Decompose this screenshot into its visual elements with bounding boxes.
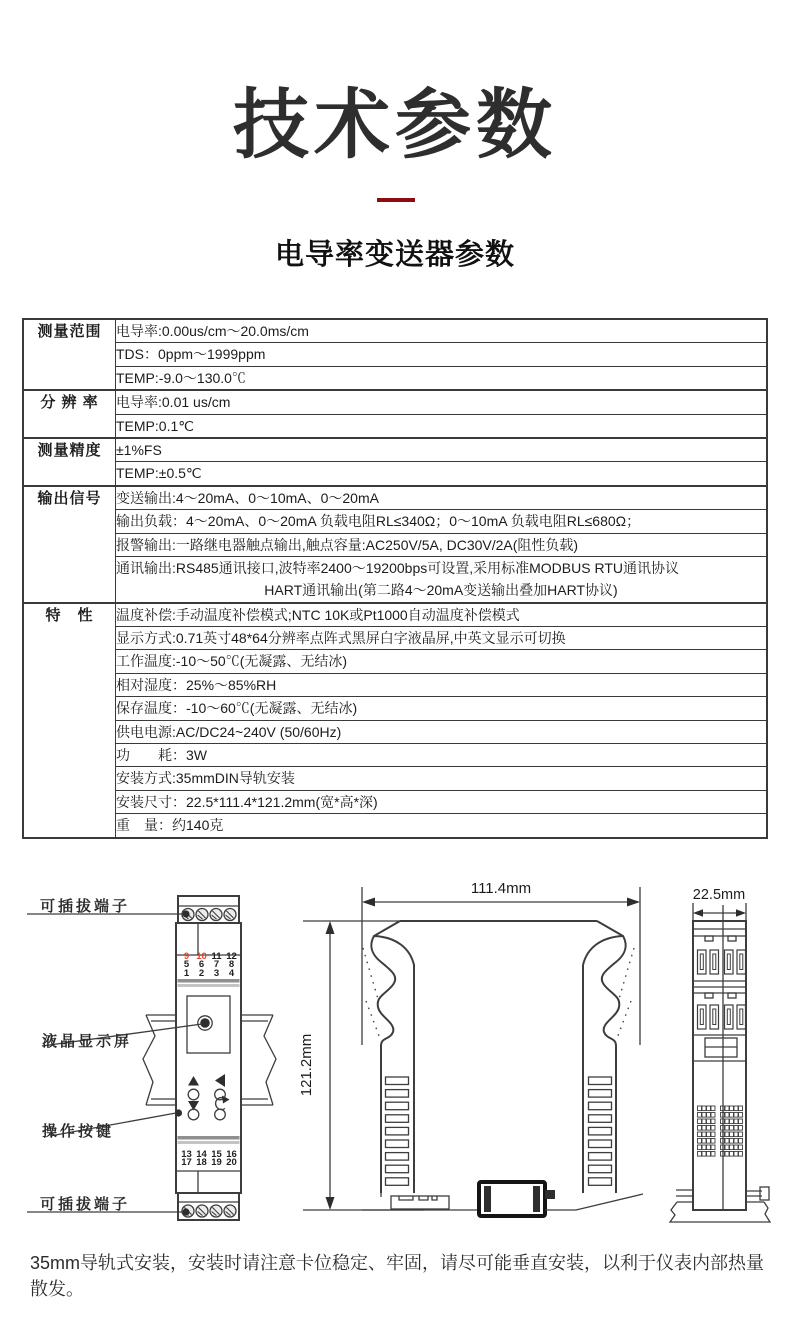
- end-terminal-screws: [698, 950, 746, 1029]
- install-note: 35mm导轨式安装，安装时请注意卡位稳定、牢固，请尽可能垂直安装，以利于仪表内部热量散发。: [30, 1253, 765, 1299]
- din-rail-right: [241, 1015, 276, 1105]
- spec-value-cell: TDS：0ppm～1999ppm: [116, 343, 768, 366]
- spec-value-cell: 供电电源:AC/DC24~240V (50/60Hz): [116, 720, 768, 743]
- din-rail-section: [670, 1202, 770, 1222]
- spec-value-cell: 温度补偿:手动温度补偿模式;NTC 10K或Pt1000自动温度补偿模式: [116, 603, 768, 627]
- spec-group-label: 输出信号: [23, 486, 116, 603]
- side-view-drawing: [298, 880, 643, 1216]
- left-arrow-icon: [215, 1074, 225, 1087]
- terminal-number: 20: [226, 1157, 237, 1169]
- label-terminal-bottom: 可插拔端子: [40, 1196, 131, 1213]
- terminal-screws-top: [182, 909, 236, 921]
- terminal-number: 15: [211, 1149, 222, 1160]
- spec-value-cell: TEMP:-9.0～130.0℃: [116, 366, 768, 390]
- label-terminal-top: 可插拔端子: [40, 898, 131, 915]
- spec-value-cell: 重 量：约140克: [116, 814, 768, 838]
- spec-value-cell: 电导率:0.01 us/cm: [116, 390, 768, 414]
- terminal-number: 19: [211, 1157, 222, 1169]
- terminal-number: 2: [198, 967, 205, 979]
- down-button: [188, 1109, 199, 1120]
- up-arrow-icon: [188, 1076, 199, 1086]
- terminal-number: 8: [228, 959, 235, 971]
- terminal-number: 16: [226, 1149, 237, 1160]
- terminal-number: 10: [196, 951, 207, 962]
- terminal-number: 11: [211, 951, 222, 962]
- terminal-number: 14: [196, 1149, 207, 1160]
- spec-value-cell: 保存温度：-10～60℃(无凝露、无结冰): [116, 697, 768, 720]
- terminal-screws-bottom: [182, 1205, 236, 1217]
- vent-slots-right: [589, 1077, 612, 1185]
- spec-value-cell: 报警输出:一路继电器触点输出,触点容量:AC250V/5A, DC30V/2A(阻性负载): [116, 533, 768, 556]
- diagram-line-art: [0, 875, 790, 1247]
- terminal-number: 1: [183, 967, 190, 979]
- spec-table: [22, 318, 768, 839]
- spec-value-cell: 工作温度:-10～50℃(无凝露、无结冰): [116, 650, 768, 673]
- title-divider: [377, 198, 415, 202]
- spec-value-cell: TEMP:0.1℃: [116, 414, 768, 438]
- spec-value-cell: 电导率:0.00us/cm～20.0ms/cm: [116, 319, 768, 343]
- leader-dot-top: [182, 910, 189, 917]
- spec-value-cell: 输出负载：4～20mA、0～20mA 负载电阻RL≤340Ω；0～10mA 负载电阻RL≤680Ω；: [116, 510, 768, 533]
- spec-value-cell: ±1%FS: [116, 438, 768, 462]
- enter-button: [215, 1109, 226, 1120]
- dim-height-label: 121.2mm: [298, 1033, 315, 1097]
- spec-value-cell: 安装尺寸：22.5*111.4*121.2mm(宽*高*深): [116, 790, 768, 813]
- terminal-numbers-top: [179, 953, 239, 978]
- end-view-body: [693, 921, 746, 1210]
- end-view-drawing: [670, 887, 770, 1222]
- operation-buttons: [188, 1074, 230, 1120]
- page-title: 技术参数: [233, 83, 557, 168]
- front-view-drawing: [27, 896, 276, 1220]
- label-buttons: 操作按键: [42, 1123, 115, 1140]
- terminal-number: 13: [181, 1149, 192, 1160]
- din-latch-plate: [391, 1196, 449, 1209]
- terminal-number: 4: [228, 967, 235, 979]
- spec-value-cell: 显示方式:0.71英寸48*64分辨率点阵式黑屏白字液晶屏,中英文显示可切换: [116, 627, 768, 650]
- dim-depth-label: 22.5mm: [692, 887, 746, 903]
- installation-diagram: [0, 875, 790, 1247]
- terminal-number: 6: [198, 959, 205, 971]
- label-lcd: 液晶显示屏: [42, 1033, 133, 1050]
- spec-group-label: 分 辨 率: [23, 390, 116, 438]
- section-subtitle: 电导率变送器参数: [274, 239, 515, 271]
- spec-value-cell: 变送输出:4～20mA、0～10mA、0～20mA: [116, 486, 768, 510]
- up-button: [188, 1089, 199, 1100]
- spec-group-label: 测量精度: [23, 438, 116, 486]
- spec-value-cell: 相对湿度：25%～85%RH: [116, 673, 768, 696]
- spec-value-cell: 功 耗：3W: [116, 744, 768, 767]
- terminal-numbers-bottom: [179, 1151, 239, 1168]
- terminal-number: 5: [183, 959, 190, 971]
- terminal-number: 17: [181, 1157, 192, 1169]
- terminal-number: 3: [213, 967, 220, 979]
- spec-value-cell: TEMP:±0.5℃: [116, 462, 768, 486]
- leader-dot-lcd: [200, 1018, 210, 1028]
- spec-group-label: 测量范围: [23, 319, 116, 390]
- vent-slots-left: [386, 1077, 409, 1185]
- spec-value-cell: 通讯输出:RS485通讯接口,波特率2400～19200bps可设置,采用标准MODBUS RTU通讯协议 HART通讯输出(第二路4～20mA变送输出叠加HART协议): [116, 556, 768, 602]
- terminal-number: 18: [196, 1157, 207, 1169]
- terminal-number: 12: [226, 951, 237, 962]
- terminal-number: 9: [183, 951, 190, 962]
- dim-width-label: 111.4mm: [470, 880, 532, 897]
- end-vent-grid: [698, 1106, 743, 1156]
- terminal-number: 7: [213, 959, 220, 971]
- spec-group-label: 特 性: [23, 603, 116, 838]
- leader-dot-bottom: [182, 1208, 189, 1215]
- spec-value-cell: 安装方式:35mmDIN导轨安装: [116, 767, 768, 790]
